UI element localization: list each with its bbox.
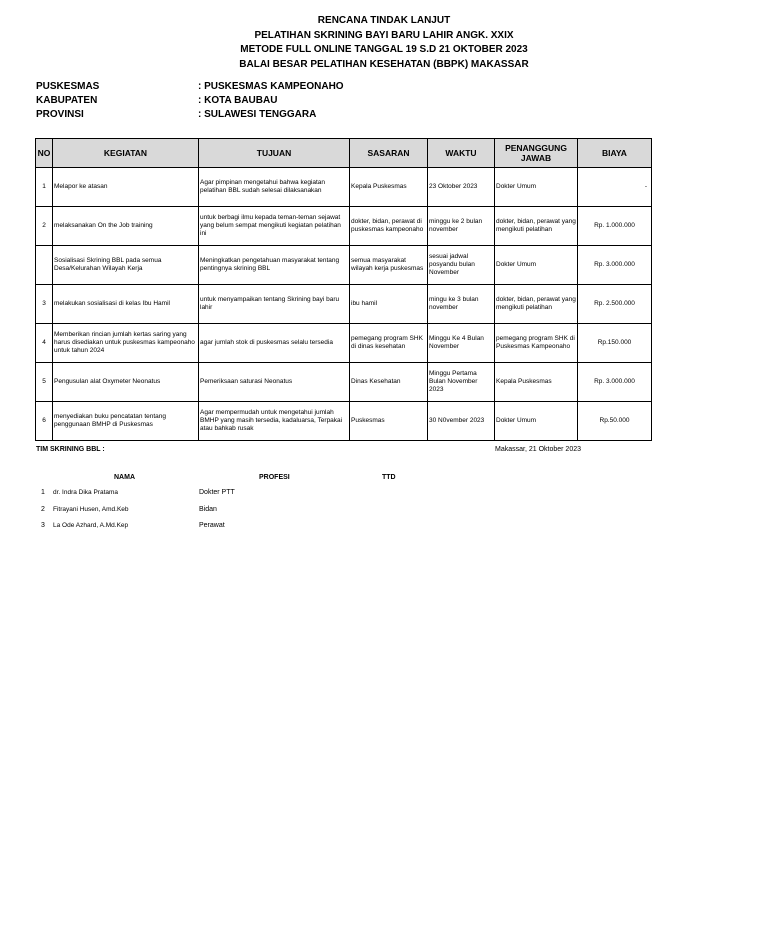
cell-sasaran: ibu hamil [350, 285, 428, 324]
cell-tujuan: Agar mempermudah untuk mengetahui jumlah BMHP yang masih tersedia, kadaluarsa, Terpakai atau bahkab rusak [199, 402, 350, 441]
table-row [36, 168, 652, 207]
header-penanggung-jawab: PENANGGUNG JAWAB [495, 139, 578, 168]
cell-kegiatan: menyediakan buku pencatatan tentang penggunaan BMHP di Puskesmas [53, 402, 199, 441]
member-name: La Ode Azhard, A.Md.Kep [53, 522, 129, 529]
header-sasaran: SASARAN [350, 139, 428, 168]
cell-biaya: Rp.50.000 [578, 402, 652, 441]
table-row [36, 363, 652, 402]
cell-no: 4 [36, 324, 53, 363]
cell-sasaran: dokter, bidan, perawat di puskesmas kampeonaho [350, 207, 428, 246]
header-tujuan: TUJUAN [199, 139, 350, 168]
cell-penanggung-jawab: pemegang program SHK di Puskesmas Kampeonaho [495, 324, 578, 363]
cell-kegiatan: Memberikan rincian jumlah kertas saring yang harus disediakan untuk puskesmas kampeonaho untuk tahun 2024 [53, 324, 199, 363]
cell-no: 3 [36, 285, 53, 324]
member-no: 1 [41, 489, 45, 496]
table-row [36, 324, 652, 363]
puskesmas-label: PUSKESMAS [36, 81, 100, 92]
place-date: Makassar, 21 Oktober 2023 [495, 446, 581, 453]
header-no: NO [36, 139, 53, 168]
cell-waktu: mingu ke 3 bulan november [428, 285, 495, 324]
cell-kegiatan: Melapor ke atasan [53, 168, 199, 207]
cell-no [36, 246, 53, 285]
table-row [36, 246, 652, 285]
puskesmas-value: : PUSKESMAS KAMPEONAHO [198, 81, 344, 92]
table-row [36, 285, 652, 324]
cell-tujuan: agar jumlah stok di puskesmas selalu tersedia [199, 324, 350, 363]
member-no: 2 [41, 506, 45, 513]
cell-penanggung-jawab: dokter, bidan, perawat yang mengikuti pelatihan [495, 207, 578, 246]
kabupaten-label: KABUPATEN [36, 95, 98, 106]
cell-no: 5 [36, 363, 53, 402]
cell-tujuan: Meningkatkan pengetahuan masyarakat tentang pentingnya skrining BBL [199, 246, 350, 285]
cell-penanggung-jawab: Dokter Umum [495, 402, 578, 441]
provinsi-label: PROVINSI [36, 109, 84, 120]
cell-sasaran: pemegang program SHK di dinas kesehatan [350, 324, 428, 363]
header-kegiatan: KEGIATAN [53, 139, 199, 168]
cell-sasaran: Kepala Puskesmas [350, 168, 428, 207]
cell-penanggung-jawab: Dokter Umum [495, 246, 578, 285]
cell-tujuan: Agar pimpinan mengetahui bahwa kegiatan pelatihan BBL sudah selesai dilaksanakan [199, 168, 350, 207]
cell-no: 1 [36, 168, 53, 207]
member-profession: Perawat [199, 522, 225, 529]
cell-biaya: Rp. 3.000.000 [578, 246, 652, 285]
member-name: dr. Indra Dika Pratama [53, 489, 119, 496]
cell-biaya: Rp.150.000 [578, 324, 652, 363]
title-line-1: RENCANA TINDAK LANJUT [317, 15, 451, 26]
cell-sasaran: Puskesmas [350, 402, 428, 441]
cell-kegiatan: Pengusulan alat Oxymeter Neonatus [53, 363, 199, 402]
cell-penanggung-jawab: dokter, bidan, perawat yang mengikuti pelatihan [495, 285, 578, 324]
provinsi-value: : SULAWESI TENGGARA [198, 109, 317, 120]
cell-waktu: 23 Oktober 2023 [428, 168, 495, 207]
kabupaten-value: : KOTA BAUBAU [198, 95, 278, 106]
cell-penanggung-jawab: Kepala Puskesmas [495, 363, 578, 402]
title-line-4: BALAI BESAR PELATIHAN KESEHATAN (BBPK) MAKASSAR [239, 58, 529, 70]
table-row [36, 402, 652, 441]
cell-kegiatan: melaksanakan On the Job training [53, 207, 199, 246]
member-profession: Bidan [199, 506, 217, 513]
header-waktu: WAKTU [428, 139, 495, 168]
cell-tujuan: untuk berbagi ilmu kepada teman-teman sejawat yang belum sempat mengikuti kegiatan pelatihan ini [199, 207, 350, 246]
col-profesi-header: PROFESI [259, 474, 290, 481]
cell-biaya: - [578, 168, 652, 207]
cell-no: 6 [36, 402, 53, 441]
cell-waktu: Minggu Ke 4 Bulan November [428, 324, 495, 363]
cell-penanggung-jawab: Dokter Umum [495, 168, 578, 207]
table-row [36, 207, 652, 246]
member-profession: Dokter PTT [199, 489, 235, 496]
col-ttd-header: TTD [382, 474, 396, 481]
table-header-row [36, 139, 652, 168]
cell-waktu: 30 N0vember 2023 [428, 402, 495, 441]
cell-tujuan: Pemeriksaan saturasi Neonatus [199, 363, 350, 402]
member-no: 3 [41, 522, 45, 529]
cell-sasaran: semua masyarakat wilayah kerja puskesmas [350, 246, 428, 285]
member-name: Fitrayani Husen, Amd.Keb [53, 506, 129, 513]
team-member-row [0, 506, 768, 518]
cell-biaya: Rp. 3.000.000 [578, 363, 652, 402]
document-title [0, 14, 768, 72]
cell-no: 2 [36, 207, 53, 246]
team-member-row [0, 489, 768, 501]
col-nama-header: NAMA [114, 474, 135, 481]
cell-tujuan: untuk menyampaikan tentang Skrining bayi baru lahir [199, 285, 350, 324]
action-plan-table [35, 138, 652, 441]
team-label: TIM SKRINING BBL : [36, 446, 105, 453]
cell-kegiatan: melakukan sosialisasi di kelas Ibu Hamil [53, 285, 199, 324]
cell-biaya: Rp. 1.000.000 [578, 207, 652, 246]
cell-waktu: minggu ke 2 bulan november [428, 207, 495, 246]
cell-sasaran: Dinas Kesehatan [350, 363, 428, 402]
cell-waktu: Minggu Pertama Bulan November 2023 [428, 363, 495, 402]
cell-biaya: Rp. 2.500.000 [578, 285, 652, 324]
title-line-3: METODE FULL ONLINE TANGGAL 19 S.D 21 OKTOBER 2023 [240, 44, 528, 55]
cell-kegiatan: Sosialisasi Skrining BBL pada semua Desa/Kelurahan Wilayah Kerja [53, 246, 199, 285]
header-biaya: BIAYA [578, 139, 652, 168]
team-member-row [0, 522, 768, 534]
cell-waktu: sesuai jadwal posyandu bulan November [428, 246, 495, 285]
title-line-2: PELATIHAN SKRINING BAYI BARU LAHIR ANGK. XXIX [254, 29, 514, 41]
